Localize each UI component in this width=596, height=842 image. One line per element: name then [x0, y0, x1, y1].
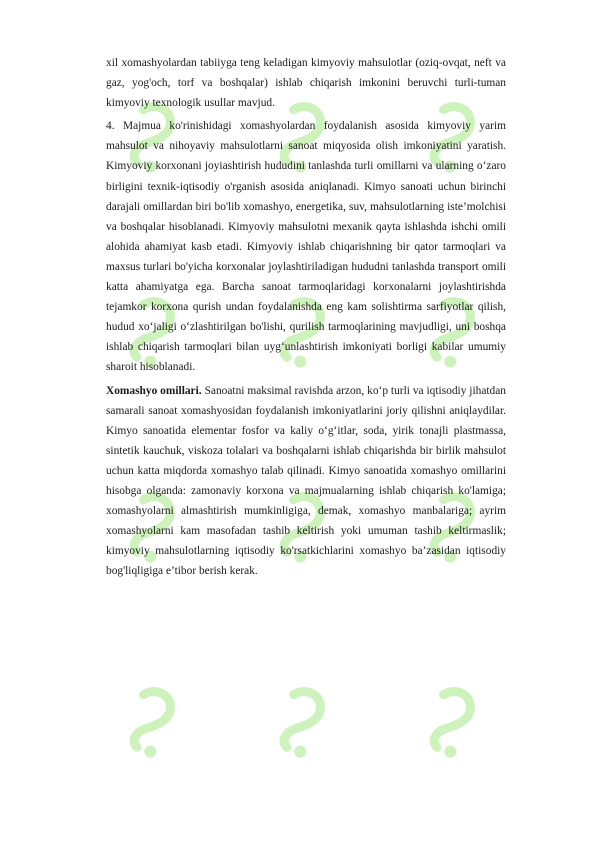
paragraph-text: 4. Majmua ko'rinishidagi xomashyolardan foydalanish asosida kimyoviy yarim mahsulot va nihoyaviy mahsulotlarni sanoat miqyosida olish imkoniyatini yaratish. Kimyoviy korxonani joyiashtirish hududini tanlashda turli omillarni va ularning o‘zaro birligini texnik-iqtisodiy o'rganish asosida aniqlanadi. Kimyo sanoati uchun birinchi darajali omillardan biri bo'lib xomashyo, energetika, suv, mahsulotlarning iste’molchisi va boshqalar hisoblanadi. Kimyoviy mahsulotni mexanik qayta ishlashda ishchi omili alohida ahamiyat kasb etadi. Kimyoviy ishlab chiqarishning bir qator tarmoqlari va maxsus turlari bo'yicha korxonalar joylashtiriladigan hududni tanlashda transport omili katta ahamiyatga ega. Barcha sanoat tarmoqlaridagi korxonalarni joylashtirishda tejamkor korxona qurish undan foydalanishda eng kam solishtirma sarfiyotlar qilish, hudud xo‘jaligi o‘zlashtirilgan bo'lishi, qurilish tarmoqlarining mavjudligi, uni boshqa ishlab chiqarish tarmoqlari bilan uyg‘unlashtirish imkoniyati borligi kabilar umumiy sharoit hisoblanadi. — [106, 120, 506, 374]
paragraph-lead-heading: Xomashyo omillari. — [106, 384, 202, 397]
paragraph-point-4 — [106, 116, 506, 377]
paragraph-raw-material-factors — [106, 381, 506, 582]
document-body — [106, 53, 506, 581]
paragraph-intro-continued — [106, 53, 506, 113]
paragraph-text: Sanoatni maksimal ravishda arzon, ko‘p turli va iqtisodiy jihatdan samarali sanoat xomashyosidan foydalanish imkoniyatlarini joriy qilishni aniqlaydilar. Kimyo sanoatida elementar fosfor va kaliy o‘g‘itlar, soda, yirik tonajli plastmassa, sintetik kauchuk, viskoza tolalari va boshqalarni ishlab chiqarishda bir birlik mahsulot uchun katta miqdorda xomashyo talab qilinadi. Kimyo sanoatida xomashyo omillarini hisobga olganda: zamonaviy korxona va majmualarning ishlab chiqarish ko'lamiga; xomashyolarni almashtirish mumkinligiga, demak, xomashyo manbalariga; ayrim xomashyolarni kam masofadan tashib keltirish yoki umuman tashib keltirmaslik; kimyoviy mahsulotlarning iqtisodiy ko'rsatkichlarini xomashyo ba’zasidan iqtisodiy bog'liqligiga e’tibor berish kerak. — [106, 384, 507, 578]
paragraph-text: xil xomashyolardan tabiiyga teng keladigan kimyoviy mahsulotlar (oziq-ovqat, neft va gaz, yog'och, torf va boshqalar) ishlab chiqarish imkonini beruvchi turli-tuman kimyoviy texnologik usullar mavjud. — [106, 57, 506, 110]
